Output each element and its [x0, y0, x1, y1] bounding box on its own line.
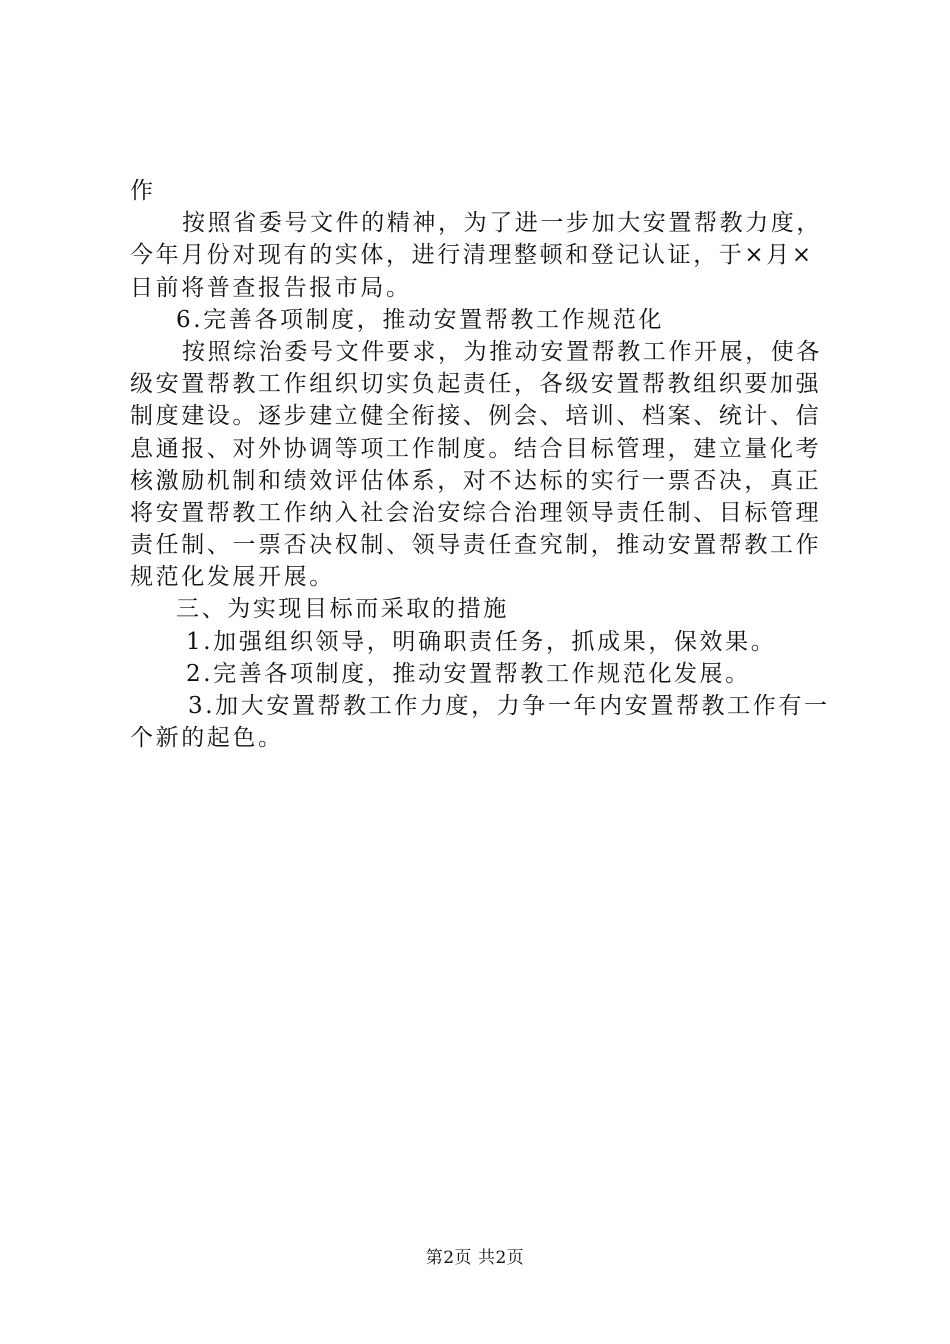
paragraph-line: 按照省委号文件的精神，为了进一步加大安置帮教力度， — [182, 210, 822, 237]
page-footer — [0, 1243, 950, 1268]
page-number: 第2页 共2页 — [425, 1248, 525, 1268]
paragraph-line: 按照综治委号文件要求，为推动安置帮教工作开展，使各 — [182, 338, 822, 365]
list-item: 3.加大安置帮教工作力度，力争一年内安置帮教工作有一 — [188, 693, 830, 719]
text-line: 今年月份对现有的实体，进行清理整顿和登记认证，于×月× — [130, 242, 814, 269]
text-line: 日前将普查报告报市局。 — [130, 274, 412, 301]
section-heading: 6.完善各项制度，推动安置帮教工作规范化 — [176, 306, 664, 333]
list-item: 1.加强组织领导，明确职责任务，抓成果，保效果。 — [186, 628, 777, 655]
section-heading: 三、为实现目标而采取的措施 — [176, 596, 509, 623]
text-line: 规范化发展开展。 — [130, 564, 335, 591]
text-line: 个新的起色。 — [130, 725, 284, 752]
text-line: 制度建设。逐步建立健全衔接、例会、培训、档案、统计、信 — [130, 403, 822, 430]
text-line: 责任制、一票否决权制、领导责任查究制，推动安置帮教工作 — [130, 532, 822, 559]
text-line: 息通报、对外协调等项工作制度。结合目标管理，建立量化考 — [130, 435, 822, 462]
text-line: 级安置帮教工作组织切实负起责任，各级安置帮教组织要加强 — [130, 371, 822, 398]
list-item: 2.完善各项制度，推动安置帮教工作规范化发展。 — [186, 660, 751, 687]
text-line: 核激励机制和绩效评估体系，对不达标的实行一票否决，真正 — [130, 467, 822, 494]
document-body — [130, 175, 830, 754]
text-line: 作 — [130, 178, 156, 204]
text-line: 将安置帮教工作纳入社会治安综合治理领导责任制、目标管理 — [130, 499, 822, 526]
